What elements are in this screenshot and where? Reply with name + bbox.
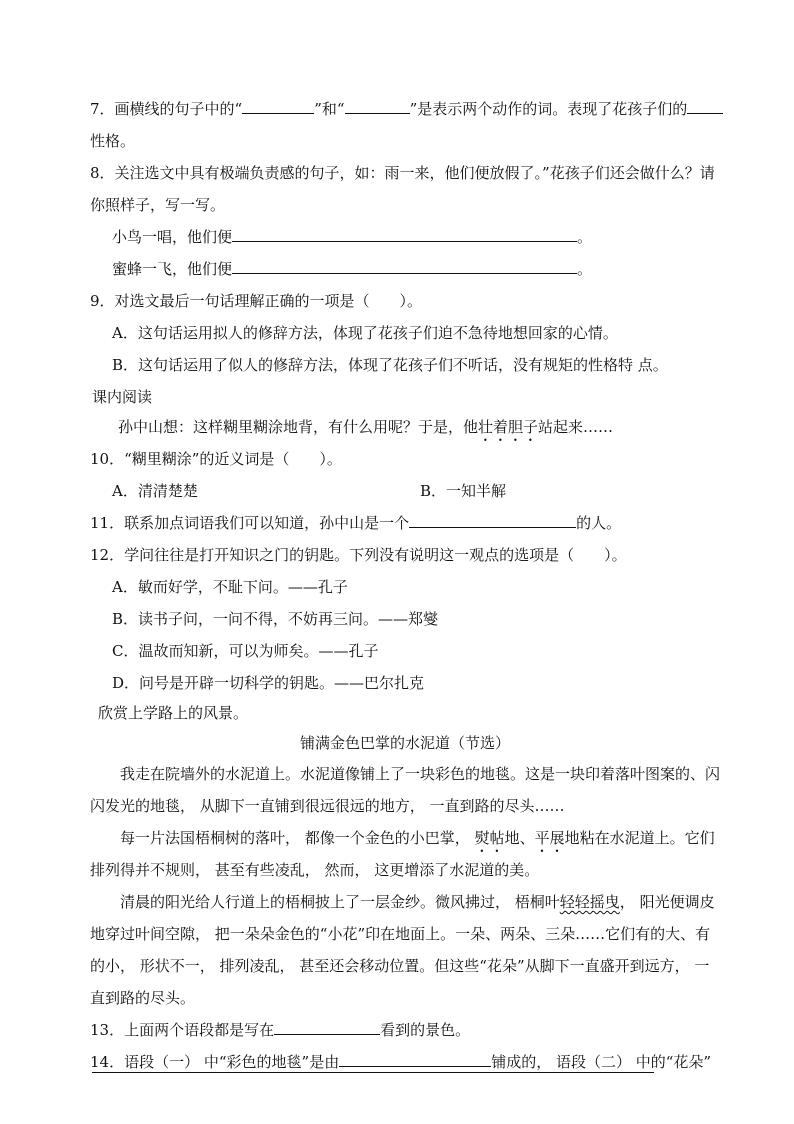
article-p3-line3: 的小， 形状不一， 排列凌乱， 甚至还会移动位置。但这些“花朵”从脚下一直盛开到远方， 一	[90, 957, 710, 975]
passage-text-b: 站起来……	[538, 418, 614, 436]
article-p2-text-2: 地、	[504, 829, 535, 847]
article-p2-text-1: 每一片法国梧桐树的落叶， 都像一个金色的小巴掌，	[120, 829, 475, 847]
article-p3-text-1: 清晨的阳光给人行道上的梧桐披上了一层金纱。微风拂过， 梧桐叶	[120, 893, 560, 911]
dotted-phrase: 壮着胆子	[478, 418, 539, 436]
article-p2-line1	[120, 828, 715, 856]
dotted-word-1: 熨帖	[474, 829, 505, 847]
q14-blank-1[interactable]	[339, 1052, 491, 1067]
q11-text-a: 11．联系加点词语我们可以知道，孙中山是一个	[90, 514, 410, 532]
q8-example-2-text: 蜜蜂一飞，他们便	[112, 260, 233, 278]
passage-text-a: 孙中山想：这样糊里糊涂地背，有什么用呢？于是，他	[118, 418, 479, 436]
q12-option-d[interactable]: D．问号是开辟一切科学的钥匙。——巴尔扎克	[112, 674, 425, 692]
q10-option-b[interactable]: B．一知半解	[420, 482, 507, 500]
q8-line1: 8．关注选文中具有极端负责感的句子，如：雨一来，他们便放假了。”花孩子们还会做什么？请	[90, 164, 715, 182]
q8-line2: 你照样子，写一写。	[90, 196, 226, 214]
q14-answer-line[interactable]	[92, 1072, 654, 1073]
q8-example-1-text: 小鸟一唱，他们便	[112, 228, 233, 246]
q8-example-1-end: 。	[577, 228, 593, 246]
q7-text-b: ”和“	[314, 100, 345, 118]
article-p1-line1: 我走在院墙外的水泥道上。水泥道像铺上了一块彩色的地毯。这是一块印着落叶图案的、闪	[120, 765, 721, 783]
q10-stem: 10．“糊里糊涂”的近义词是（ ）。	[90, 450, 342, 468]
q9-stem: 9．对选文最后一句话理解正确的一项是（ ）。	[90, 292, 423, 310]
article-p1-line2: 闪发光的地毯， 从脚下一直铺到很远很远的地方， 一直到路的尽头……	[90, 797, 565, 815]
wavy-underlined-phrase: 轻轻摇曳	[559, 893, 620, 911]
q12-option-b[interactable]: B．读书子问，一问不得，不妨再三问。——郑燮	[112, 610, 439, 628]
section-heading-scenery: 欣赏上学路上的风景。	[98, 704, 249, 722]
q10-option-a[interactable]: A．清清楚楚	[112, 482, 198, 500]
q9-option-b[interactable]: B．这句话运用了似人的修辞方法，体现了花孩子们不听话，没有规矩的性格特 点。	[112, 356, 668, 374]
article-p2-text-3: 地粘在水泥道上。它们	[564, 829, 715, 847]
q9-option-a[interactable]: A．这句话运用拟人的修辞方法，体现了花孩子们迫不急待地想回家的心情。	[112, 324, 618, 342]
q11-blank[interactable]	[409, 513, 576, 528]
q12-stem: 12．学问往往是打开知识之门的钥匙。下列没有说明这一观点的选项是（ ）。	[90, 546, 627, 564]
q11-line	[90, 513, 621, 533]
article-p3-text-2: ， 阳光便调皮	[619, 893, 715, 911]
article-p3-line2: 地穿过叶间空隙， 把一朵朵金色的“小花”印在地面上。一朵、两朵、三朵……它们有的大、有	[90, 925, 711, 943]
q8-example-1-blank[interactable]	[232, 227, 577, 242]
q8-example-2-end: 。	[577, 260, 593, 278]
q13-blank[interactable]	[274, 1020, 380, 1035]
q12-option-a[interactable]: A．敏而好学，不耻下问。——孔子	[112, 578, 348, 596]
q14-text-a: 14．语段（一） 中“彩色的地毯”是由	[90, 1053, 340, 1071]
q7-blank-1[interactable]	[242, 99, 314, 114]
q13-line	[90, 1020, 470, 1040]
q14-text-b: 铺成的， 语段（二） 中的“花朵”	[491, 1053, 712, 1071]
passage-sun-zhongshan	[118, 417, 613, 445]
q7-text-c: ”是表示两个动作的词。表现了花孩子们的	[409, 100, 688, 118]
q8-example-2-blank[interactable]	[232, 259, 577, 274]
q7-blank-2[interactable]	[345, 99, 410, 114]
article-title: 铺满金色巴掌的水泥道（节选）	[300, 734, 511, 752]
q8-example-1	[112, 227, 592, 247]
article-p3-line4: 直到路的尽头。	[90, 989, 196, 1007]
section-heading-inclass: 课内阅读	[92, 388, 153, 406]
q13-text-a: 13．上面两个语段都是写在	[90, 1021, 275, 1039]
q7-line2: 性格。	[90, 132, 136, 150]
q7-blank-3[interactable]	[687, 99, 723, 114]
article-p3-line1	[120, 892, 715, 912]
q14-line	[90, 1052, 711, 1072]
q8-example-2	[112, 259, 592, 279]
q7-line1	[90, 99, 723, 119]
q11-text-b: 的人。	[576, 514, 622, 532]
q12-option-c[interactable]: C．温故而知新，可以为师矣。——孔子	[112, 642, 379, 660]
dotted-word-2: 平展	[534, 829, 565, 847]
q13-text-b: 看到的景色。	[380, 1021, 471, 1039]
article-p2-line2: 排列得并不规则， 甚至有些凌乱， 然而， 这更增添了水泥道的美。	[90, 861, 540, 879]
q7-text-a: 7．画横线的句子中的“	[90, 100, 243, 118]
